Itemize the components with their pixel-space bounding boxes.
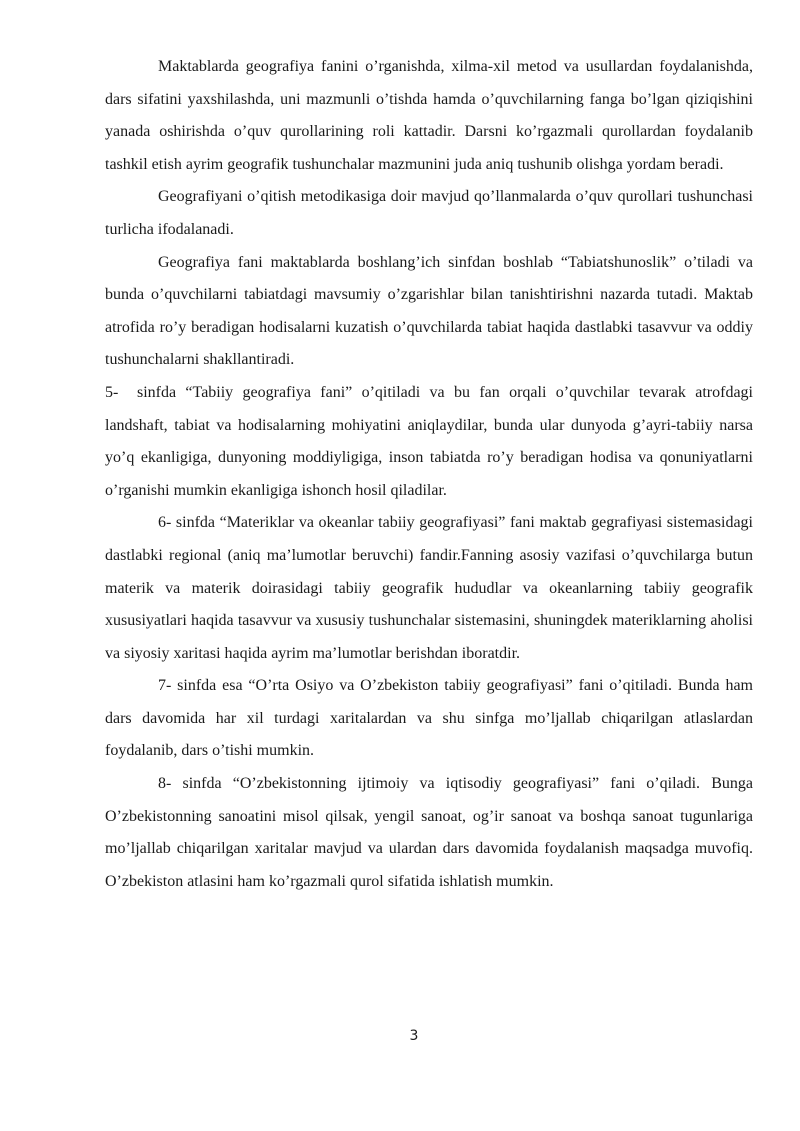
- paragraph-number: 5-: [105, 383, 119, 401]
- document-page: [105, 51, 753, 898]
- paragraph-teaching-aids-concept: Geografiyani o’qitish metodikasiga doir mavjud qo’llanmalarda o’quv qurollari tushunchasi turlicha ifodalanadi.: [105, 188, 753, 238]
- paragraph-grade-5-text: sinfda “Tabiiy geografiya fani” o’qitiladi va bu fan orqali o’quvchilar tevarak atrofdagi landshaft, tabiat va hodisalarning mohiyatini aniqlaydilar, bunda ular dunyoda g’ayri-tabiiy narsa yo’q ekanligiga, dunyoning moddiyligiga, inson tabiatda ro’y beradigan hodisa va qonuniyatlarni o’rganishi mumkin ekanligiga ishonch hosil qiladilar.: [105, 383, 753, 499]
- paragraph-school-geography-methods: Maktablarda geografiya fanini o’rganishda, xilma-xil metod va usullardan foydalanishda, dars sifatini yaxshilashda, uni mazmunli o’tishda hamda o’quvchilarning fanga bo’lgan qiziqishini yanada oshirishda o’quv qurollarining roli kattadir. Darsni ko’rgazmali qurollardan foydalanib tashkil etish ayrim geografik tushunchalar mazmunini juda aniq tushunib olishga yordam beradi.: [105, 58, 753, 173]
- paragraph-grade-7: 7- sinfda esa “O’rta Osiyo va O’zbekiston tabiiy geografiyasi” fani o’qitiladi. Bunda ham dars davomida har xil turdagi xaritalardan va shu sinfga mo’ljallab chiqarilgan atlaslardan foydalanib, dars o’tishi mumkin.: [105, 677, 753, 760]
- paragraph-grade-6: 6- sinfda “Materiklar va okeanlar tabiiy geografiyasi” fani maktab gegrafiyasi sistemasidagi dastlabki regional (aniq ma’lumotlar beruvchi) fandir.Fanning asosiy vazifasi o’quvchilarga butun materik va materik doirasidagi tabiiy geografik hududlar va okeanlarning tabiiy geografik xususiyatlari haqida tasavvur va xususiy tushunchalar sistemasini, shuningdek materiklarning aholisi va siyosiy xaritasi haqida ayrim ma’lumotlar berishdan iboratdir.: [105, 514, 753, 662]
- paragraph-grade-5: [105, 377, 753, 507]
- page-number: 3: [409, 1028, 419, 1044]
- paragraph-grade-8: 8- sinfda “O’zbekistonning ijtimoiy va iqtisodiy geografiyasi” fani o’qiladi. Bunga O’zbekistonning sanoatini misol qilsak, yengil sanoat, og’ir sanoat va boshqa sanoat tugunlariga mo’ljallab chiqarilgan xaritalar mavjud va ulardan dars davomida foydalanish maqsadga muvofiq. O’zbekiston atlasini ham ko’rgazmali qurol sifatida ishlatish mumkin.: [105, 775, 753, 890]
- paragraph-primary-nature-study: Geografiya fani maktablarda boshlang’ich sinfdan boshlab “Tabiatshunoslik” o’tiladi va bunda o’quvchilarni tabiatdagi mavsumiy o’zgarishlar bilan tanishtirishni nazarda tutadi. Maktab atrofida ro’y beradigan hodisalarni kuzatish o’quvchilarda tabiat haqida dastlabki tasavvur va oddiy tushunchalarni shakllantiradi.: [105, 253, 753, 369]
